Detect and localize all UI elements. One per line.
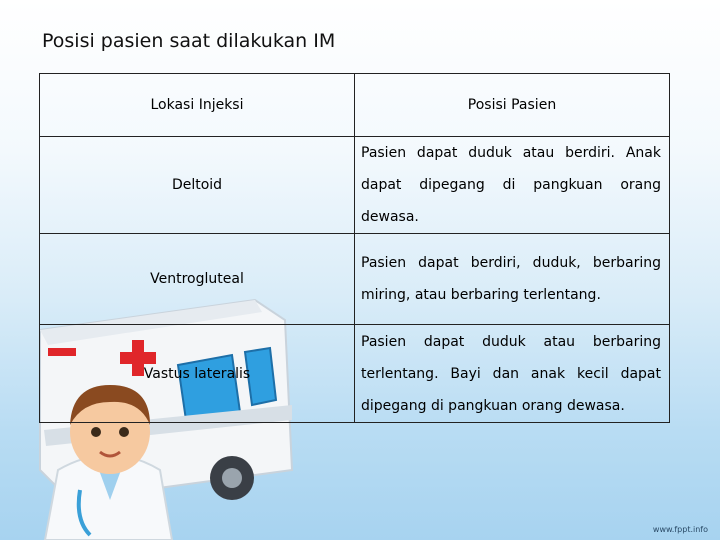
table-header-row [40, 74, 670, 137]
table-row [40, 137, 670, 234]
position-cell: Pasien dapat duduk atau berbaring terlentang. Bayi dan anak kecil dapat dipegang di pangkuan orang dewasa. [355, 325, 670, 423]
page-title: Posisi pasien saat dilakukan IM [42, 30, 336, 52]
location-cell: Deltoid [40, 137, 355, 234]
header-position: Posisi Pasien [355, 74, 670, 137]
location-cell: Ventrogluteal [40, 234, 355, 325]
position-cell: Pasien dapat berdiri, duduk, berbaring miring, atau berbaring terlentang. [355, 234, 670, 325]
position-cell: Pasien dapat duduk atau berdiri. Anak dapat dipegang di pangkuan orang dewasa. [355, 137, 670, 234]
location-cell: Vastus lateralis [40, 325, 355, 423]
table-row [40, 234, 670, 325]
header-location: Lokasi Injeksi [40, 74, 355, 137]
watermark: www.fppt.info [652, 525, 708, 534]
table-row [40, 325, 670, 423]
injection-position-table [39, 73, 670, 423]
